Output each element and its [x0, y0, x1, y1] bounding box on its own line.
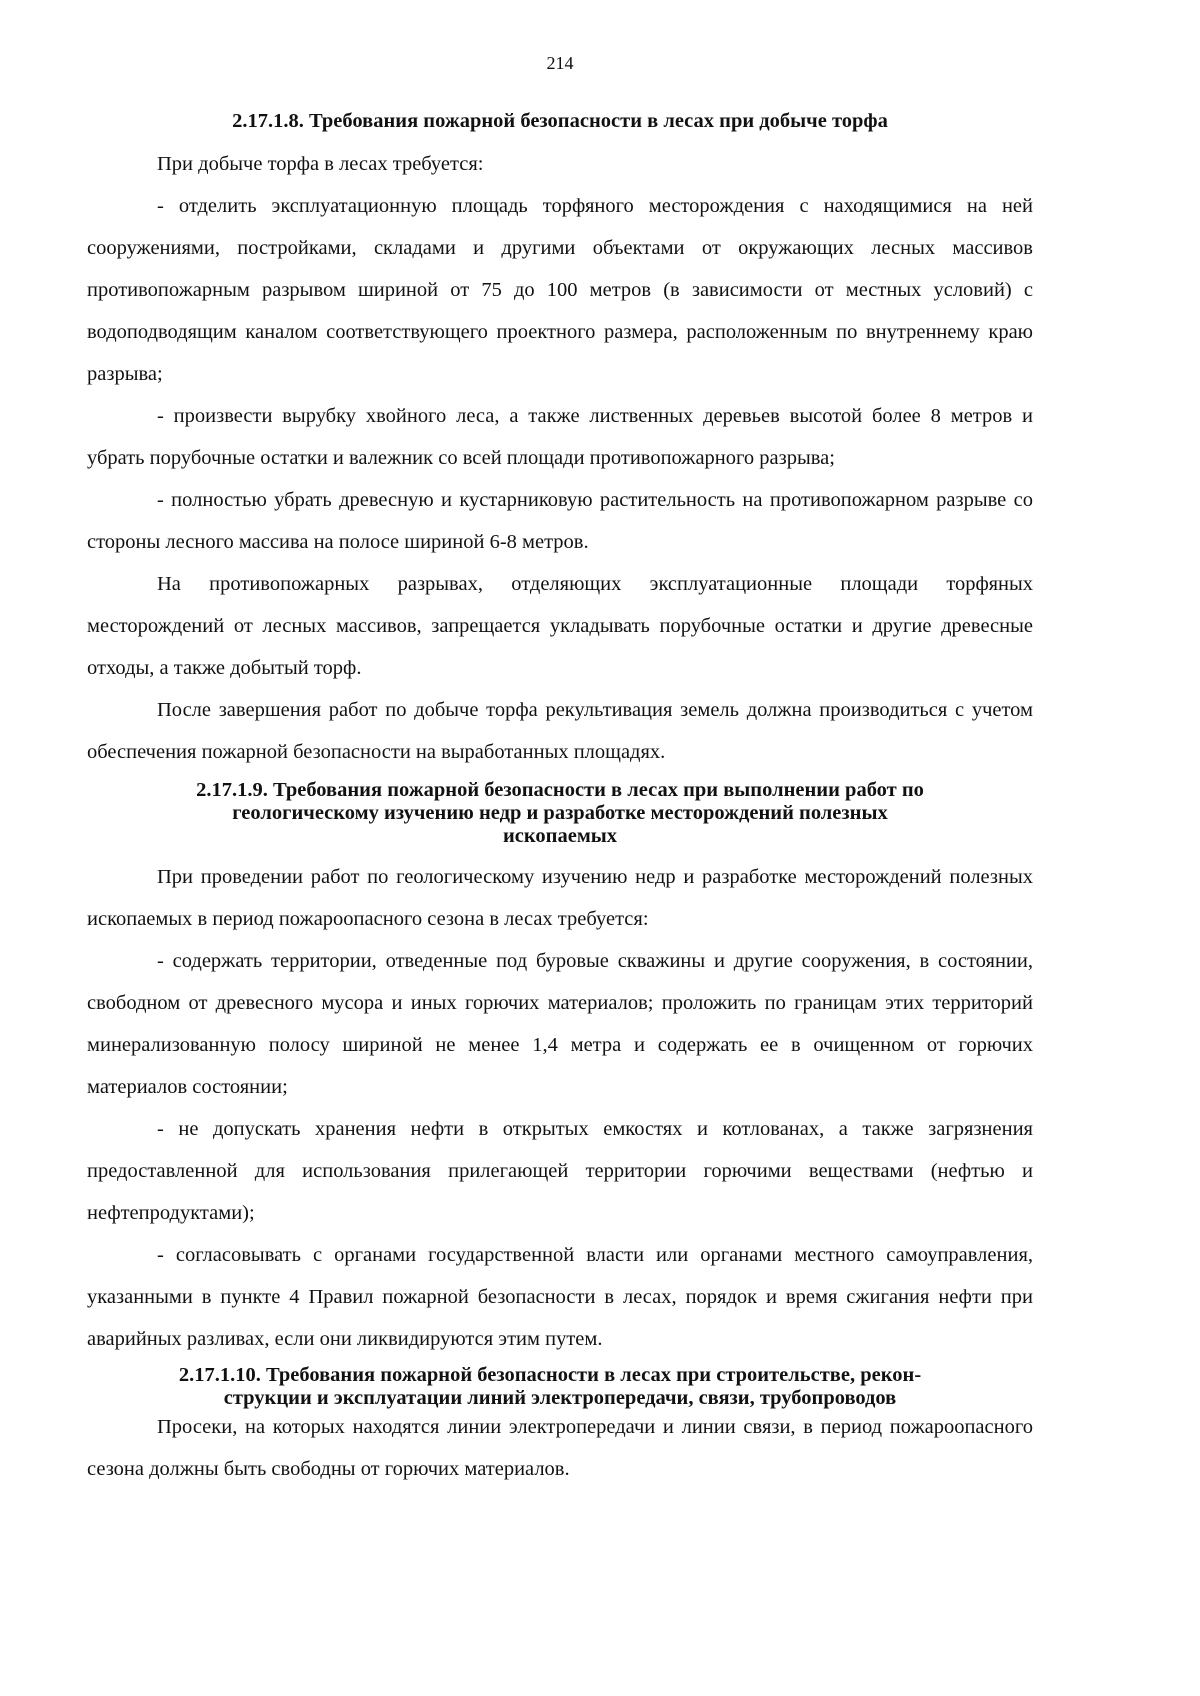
paragraph: При добыче торфа в лесах требуется:: [157, 153, 484, 175]
paragraph: При проведении работ по геологическому изучению недр и разработке месторождений полезных ископаемых в период пожароопасного сезона в лесах требуется:: [87, 866, 1033, 930]
page-number: 214: [546, 53, 574, 73]
heading-line: струкции и эксплуатации линий электропередачи, связи, трубопроводов: [223, 1387, 897, 1409]
paragraph: - не допускать хранения нефти в открытых емкостях и котлованах, а также загрязнения предоставленной для использования прилегающей территории горючими веществами (нефтью и нефтепродуктами);: [87, 1118, 1033, 1224]
paragraph: - содержать территории, отведенные под буровые скважины и другие сооружения, в состоянии, свободном от древесного мусора и иных горючих материалов; проложить по границам этих территорий минерализованную полосу шириной не менее 1,4 метра и содержать ее в очищенном от горючих материалов состоянии;: [87, 950, 1033, 1098]
section-heading-peat: [87, 110, 1033, 133]
heading-line: геологическому изучению недр и разработке месторождений полезных: [232, 802, 888, 824]
paragraph: - произвести вырубку хвойного леса, а также лиственных деревьев высотой более 8 метров и убрать порубочные остатки и валежник со всей площади противопожарного разрыва;: [87, 405, 1033, 469]
section-heading-geology: [87, 779, 1033, 848]
heading-line: 2.17.1.10. Требования пожарной безопасности в лесах при строительстве, рекон-: [178, 1364, 922, 1386]
paragraph: После завершения работ по добыче торфа рекультивация земель должна производиться с учетом обеспечения пожарной безопасности на выработанных площадях.: [87, 699, 1033, 763]
section-heading-power-lines: [87, 1364, 1033, 1410]
document-page: [87, 52, 1033, 1490]
paragraph: - отделить эксплуатационную площадь торфяного месторождения с находящимися на ней сооружениями, постройками, складами и другими объектами от окружающих лесных массивов противопожарным разрывом шириной от 75 до 100 метров (в зависимости от местных условий) с водоподводящим каналом соответствующего проектного размера, расположенным по внутреннему краю разрыва;: [87, 195, 1033, 385]
paragraph: На противопожарных разрывах, отделяющих эксплуатационные площади торфяных месторождений от лесных массивов, запрещается укладывать порубочные остатки и другие древесные отходы, а также добытый торф.: [87, 573, 1033, 679]
heading-line: 2.17.1.8. Требования пожарной безопасности в лесах при добыче торфа: [232, 110, 888, 132]
paragraph: Просеки, на которых находятся линии электропередачи и линии связи, в период пожароопасного сезона должны быть свободны от горючих материалов.: [87, 1416, 1033, 1480]
paragraph: - согласовывать с органами государственной власти или органами местного самоуправления, указанными в пункте 4 Правил пожарной безопасности в лесах, порядок и время сжигания нефти при аварийных разливах, если они ликвидируются этим путем.: [87, 1244, 1033, 1350]
heading-line: 2.17.1.9. Требования пожарной безопасности в лесах при выполнении работ по: [196, 779, 924, 801]
heading-line: ископаемых: [502, 825, 618, 847]
paragraph: - полностью убрать древесную и кустарниковую растительность на противопожарном разрыве со стороны лесного массива на полосе шириной 6-8 метров.: [87, 489, 1033, 553]
